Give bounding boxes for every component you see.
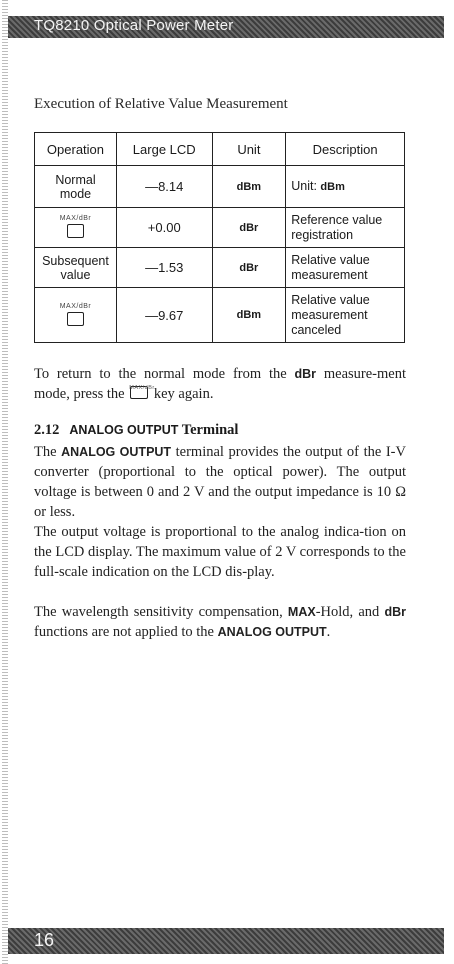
table-header-cell: Unit bbox=[212, 133, 286, 166]
analog-output-keyword: ANALOG OUTPUT bbox=[61, 445, 172, 459]
operation-cell: Subsequent value bbox=[35, 248, 117, 288]
footer-bar bbox=[8, 928, 444, 954]
description-cell: Relative value measurement canceled bbox=[286, 288, 405, 343]
key-label: MAX/dBr bbox=[59, 302, 92, 310]
table-header-row bbox=[35, 133, 405, 166]
max-dbr-key bbox=[60, 302, 92, 329]
table-row bbox=[35, 288, 405, 343]
analog-output-keyword: ANALOG OUTPUT bbox=[217, 625, 327, 639]
text-span: The wavelength sensitivity compensation, bbox=[34, 604, 288, 620]
max-keyword: MAX bbox=[287, 605, 316, 619]
unit-cell: dBm bbox=[212, 166, 286, 208]
lcd-cell: +0.00 bbox=[116, 208, 212, 248]
key-label: MAX/dBr bbox=[129, 385, 155, 391]
unit-cell: dBr bbox=[212, 208, 286, 248]
text-span: key again. bbox=[150, 386, 214, 402]
subsection-keyword: ANALOG OUTPUT bbox=[69, 423, 179, 437]
unit-cell: dBr bbox=[212, 248, 286, 288]
analog-output-paragraph bbox=[34, 442, 406, 522]
table-header-cell: Operation bbox=[35, 133, 117, 166]
description-cell: Reference value registration bbox=[286, 208, 405, 248]
key-label: MAX/dBr bbox=[59, 215, 92, 222]
header-bar bbox=[8, 16, 444, 38]
subsection-heading bbox=[34, 422, 238, 439]
description-keyword: dBm bbox=[320, 180, 345, 193]
header-title: TQ8210 Optical Power Meter bbox=[34, 17, 234, 34]
text-span: -Hold, and bbox=[315, 604, 385, 620]
proportional-paragraph: The output voltage is proportional to the analog indica-tion on the LCD display. The maximum value of 2 V corresponds to the full-scale indication on the LCD dis-play. bbox=[34, 524, 406, 580]
page-number: 16 bbox=[34, 930, 55, 950]
table-row bbox=[35, 208, 405, 248]
key-icon bbox=[67, 224, 84, 238]
dbr-keyword: dBr bbox=[294, 367, 317, 381]
operation-cell: Normal mode bbox=[35, 166, 117, 208]
operation-cell bbox=[35, 288, 117, 343]
operations-table bbox=[34, 132, 405, 343]
key-icon bbox=[67, 312, 84, 326]
unit-cell: dBm bbox=[212, 288, 286, 343]
subsection-word: Terminal bbox=[181, 422, 239, 438]
description-text: Unit: bbox=[291, 178, 321, 193]
subsection-number: 2.12 bbox=[34, 422, 60, 438]
dbr-keyword: dBr bbox=[384, 605, 407, 619]
table-row bbox=[35, 166, 405, 208]
return-instructions bbox=[34, 364, 406, 404]
section-title: Execution of Relative Value Measurement bbox=[34, 96, 288, 112]
text-span: . bbox=[326, 624, 331, 640]
functions-paragraph bbox=[34, 602, 406, 642]
text-span: To return to the normal mode from the bbox=[34, 366, 295, 382]
lcd-cell: —8.14 bbox=[116, 166, 212, 208]
text-span: terminal provides the output of the I-V converter (proportional to the optical power). The output voltage is between 0 and 2 V and the output impedance is 10 Ω or less. bbox=[34, 444, 406, 520]
left-margin-rule bbox=[2, 0, 8, 964]
text-span: functions are not applied to the bbox=[34, 624, 218, 640]
text-span: measure-ment mode, press the bbox=[34, 366, 406, 402]
lcd-cell: —9.67 bbox=[116, 288, 212, 343]
text-span: The bbox=[34, 444, 62, 460]
table-header-cell: Description bbox=[286, 133, 405, 166]
table-row bbox=[35, 248, 405, 288]
table-header-cell: Large LCD bbox=[116, 133, 212, 166]
max-dbr-key-icon bbox=[129, 385, 155, 399]
lcd-cell: —1.53 bbox=[116, 248, 212, 288]
operation-cell bbox=[35, 208, 117, 248]
description-cell bbox=[286, 166, 405, 208]
max-dbr-key bbox=[60, 214, 92, 241]
description-cell: Relative value measurement bbox=[286, 248, 405, 288]
